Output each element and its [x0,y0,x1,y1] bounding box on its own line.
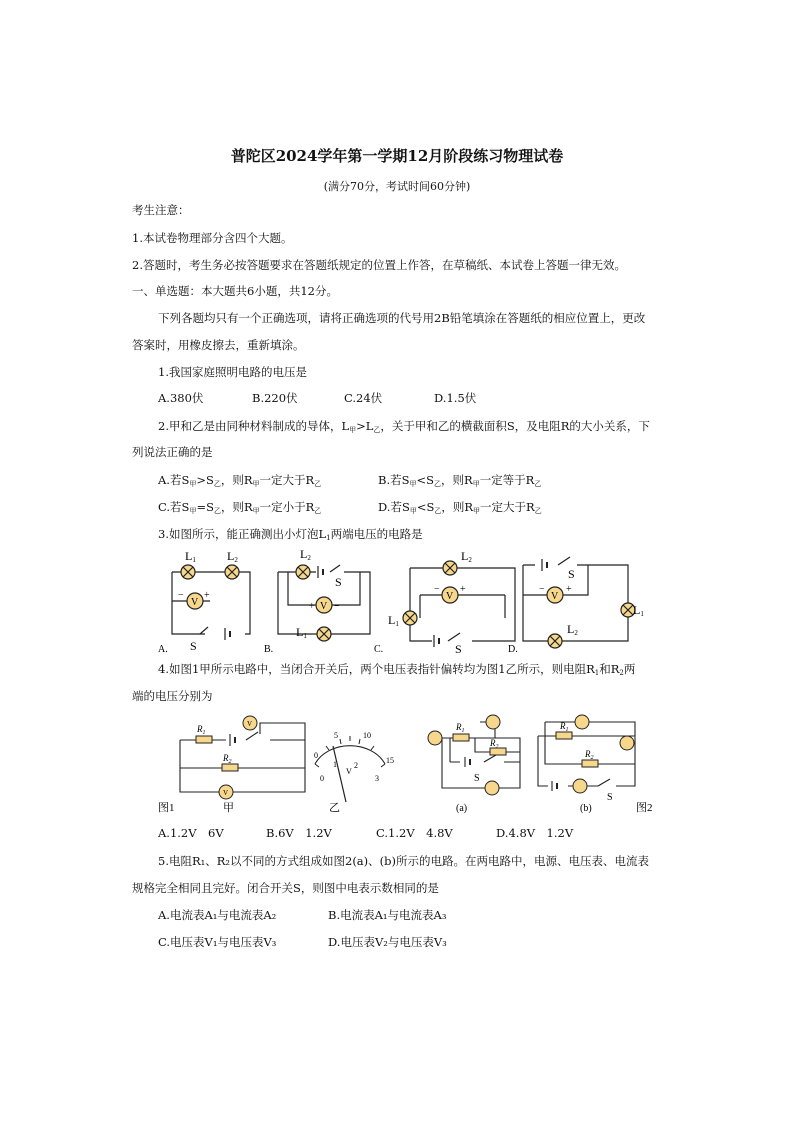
q4-fig2a-label: (a) [456,803,468,814]
notice-item-2: 2.答题时，考生务必按答题要求在答题纸规定的位置上作答，在草稿纸、本试卷上答题一律无效。 [132,258,626,272]
q3c-l1-label: L1 [388,613,399,628]
notice-item-1: 1.本试卷物理部分含四个大题。 [132,231,293,245]
q3c-l2-label: L2 [461,549,472,564]
q3b-s-label: S [335,575,342,589]
q4-fig2b-label: (b) [580,803,592,814]
q3a-plus: + [204,590,210,601]
q1-option-b: B.220伏 [252,391,298,405]
q3d-s-label: S [568,567,575,581]
q4-meter-bottom-1: 1 [333,760,337,769]
q4-option-c: C.1.2V 4.8V [376,826,453,840]
q2-option-c: C.若$S_甲=S_乙$，则$R_甲$一定小于$R_乙$ [158,500,322,515]
q4-fig1-r2-icon [222,764,238,771]
notice-heading: 考生注意： [132,203,190,217]
q2-option-a: A.若$S_甲>S_乙$，则$R_甲$一定大于$R_乙$ [158,473,322,488]
q1-option-a: A.380伏 [158,391,204,405]
q3c-lamp-l1-icon [403,611,417,625]
q3-option-b-label: B. [264,644,274,655]
q4-fig2b-r1-icon [556,732,572,739]
q4-fig2b-a2-icon [620,736,634,750]
q3d-minus: − [539,584,545,595]
q3d-lamp-l2-icon [548,634,562,648]
q1-stem: 1.我国家庭照明电路的电压是 [158,365,307,379]
q1-option-c: C.24伏 [344,391,383,405]
q5-option-d: D.电压表V₂与电压表V₃ [328,935,447,949]
q3-stem: 3.如图所示，能正确测出小灯泡$L_1$两端电压的电路是 [158,527,423,542]
q4-fig1-r1-icon [196,736,212,743]
q4-option-a: A.1.2V 6V [158,826,224,840]
q3b-lamp-l2-icon [296,565,310,579]
q3-option-a-label: A. [158,644,168,655]
q3c-minus: − [434,584,440,595]
q3d-l2-label: L2 [567,622,578,637]
q1-option-d: D.1.5伏 [434,391,477,405]
q2-option-d: D.若$S_甲<S_乙$，则$R_甲$一定大于$R_乙$ [378,500,542,515]
q4-stem: 4.如图1甲所示电路中，当闭合开关后，两个电压表指针偏转均为图1乙所示，则电阻$R_1$和$R_2$两 [158,662,636,677]
page-title: 普陀区2024学年第一学期12月阶段练习物理试卷 [230,147,564,165]
q4-fig2b-v3-icon [575,715,589,729]
q4-yi-label: 乙 [329,802,340,814]
q3a-lamp-l2-icon [225,565,239,579]
q3-option-c-label: C. [374,644,384,655]
q3-option-d-label: D. [508,644,518,655]
q3c-s-label: S [455,642,462,656]
q4-fig2b-s-label: S [607,792,613,803]
q3b-minus: − [334,601,340,612]
q4-fig1-v1-label: V [247,720,253,728]
q4-fig2-label: 图2 [636,802,653,814]
q5-option-c: C.电压表V₁与电压表V₃ [158,935,277,949]
q3a-l1-label: L1 [185,549,196,564]
q4-option-b: B.6V 1.2V [266,826,332,840]
q3d-plus: + [566,584,572,595]
q4-fig2a-r1-label: $R_1$ [456,722,465,734]
q4-meter-bottom-3: 3 [375,774,379,783]
q4-fig2a-v2-icon [485,781,499,795]
q4-stem-line2: 端的电压分别为 [132,689,213,703]
q2-option-b: B.若$S_甲<S_乙$，则$R_甲$一定等于$R_乙$ [378,473,542,488]
q4-meter-top-10: 10 [363,731,371,740]
page-subtitle: (满分70分，考试时间60分钟) [323,180,471,193]
q4-meter-top-5: 5 [334,731,338,740]
q3d-l1-label: L1 [633,603,644,618]
q4-fig2a-r2-label: $R_2$ [490,738,499,750]
q3b-l2-label: L2 [300,548,311,562]
q4-fig2b-r1-label: $R_1$ [560,721,569,733]
q5-stem-line1: 5.电阻R₁、R₂以不同的方式组成如图2(a)、(b)所示的电路。在两电路中，电源、电压表、电流表 [158,854,649,868]
q3b-v-label: V [320,601,328,612]
q4-fig2a-r1-icon [453,734,469,741]
q4-jia-label: 甲 [223,802,234,814]
q4-fig2a-v1-icon [486,715,500,729]
q4-meter-top-15: 15 [386,756,394,765]
q4-meter-dial-icon [315,746,385,764]
q4-fig1-label: 图1 [158,802,175,814]
q3c-v-label: V [446,591,454,602]
q5-stem-line2: 规格完全相同且完好。闭合开关S，则图中电表示数相同的是 [132,881,439,895]
q4-fig1-v2-label: V [223,789,229,797]
q5-option-b: B.电流表A₁与电流表A₃ [328,908,447,922]
q4-fig1-r2-label: $R_2$ [223,753,232,765]
q4-meter-top-0: 0 [314,751,318,760]
q4-meter-unit: V [346,767,352,776]
q4-meter-bottom-0: 0 [320,774,324,783]
q4-fig2a-s-label: S [474,773,480,784]
q3a-s-label: S [190,639,197,653]
q4-fig2b-r2-icon [582,760,598,767]
q4-fig2b-a3-icon [573,779,587,793]
q4-fig1-r1-label: $R_1$ [197,724,206,736]
q3d-v-label: V [551,591,559,602]
section1-heading: 一、单选题：本大题共6小题，共12分。 [132,284,338,298]
section1-instr-line2: 答案时，用橡皮擦去，重新填涂。 [132,338,305,352]
q2-stem: 2.甲和乙是由同种材料制成的导体，$L_甲>L_乙$，关于甲和乙的横截面积S，及电阻R的大小关系，下 [158,419,650,434]
q2-stem-line2: 列说法正确的是 [132,445,213,459]
q4-meter-bottom-2: 2 [354,761,358,770]
q3b-lamp-l1-icon [317,627,331,641]
q3a-lamp-l1-icon [181,565,195,579]
q3a-l2-label: L2 [227,549,238,564]
q3a-v-label: V [191,597,199,608]
q5-option-a: A.电流表A₁与电流表A₂ [158,908,277,922]
q4-fig2b-r2-label: $R_2$ [585,749,594,761]
q4-figures [150,710,670,818]
q3b-plus: + [309,601,315,612]
q3c-plus: + [460,584,466,595]
q3-circuit-figures [150,548,650,656]
q3a-minus: − [178,590,184,601]
q4-fig2a-a1-icon [428,731,442,745]
q3c-lamp-l2-icon [443,561,457,575]
section1-instr-line1: 下列各题均只有一个正确选项，请将正确选项的代号用2B铅笔填涂在答题纸的相应位置上，更改 [158,311,646,325]
q4-meter-needle-icon [333,746,346,802]
q3b-l1-label: L1 [296,625,307,640]
q4-option-d: D.4.8V 1.2V [496,826,574,840]
